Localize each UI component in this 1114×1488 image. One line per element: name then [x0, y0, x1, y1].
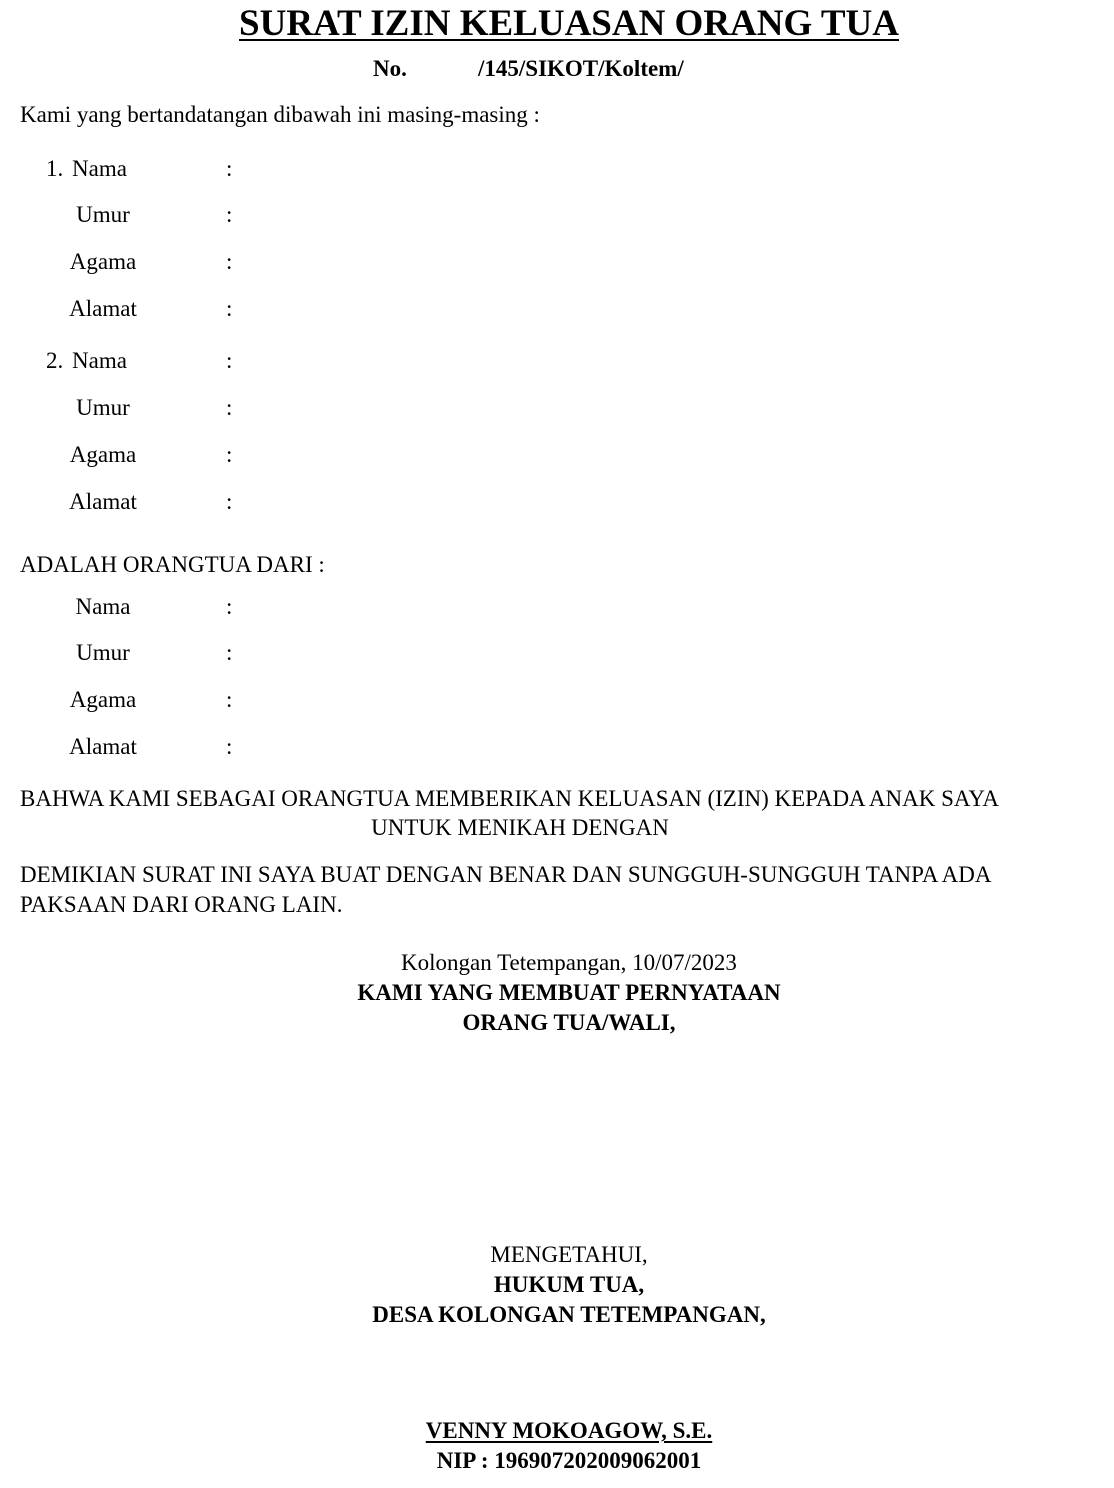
child-address-label: Alamat	[69, 734, 137, 759]
parent2-number: 2.	[46, 348, 64, 373]
child-name-colon: :	[226, 594, 233, 619]
place-date: Kolongan Tetempangan, 10/07/2023	[401, 950, 737, 975]
official-name	[0, 1416, 1114, 1446]
parent1-religion-label: Agama	[69, 249, 137, 274]
parent1-name-colon: :	[226, 156, 233, 181]
parent2-religion-label: Agama	[69, 442, 137, 467]
official-nip: NIP : 196907202009062001	[436, 1448, 702, 1473]
child-name-label: Nama	[75, 594, 131, 619]
child-address-colon: :	[226, 734, 233, 759]
parent1-name-label: Nama	[72, 156, 127, 181]
parent2-age-label: Umur	[76, 395, 130, 420]
closing-paragraph: DEMIKIAN SURAT INI SAYA BUAT DENGAN BENAR DAN SUNGGUH-SUNGGUH TANPA ADA PAKSAAN DARI ORANG LAIN.	[20, 862, 991, 917]
statement-line-1: BAHWA KAMI SEBAGAI ORANGTUA MEMBERIKAN KELUASAN (IZIN) KEPADA ANAK SAYA	[20, 786, 1000, 811]
intro-text: Kami yang bertandatangan dibawah ini masing-masing :	[20, 102, 540, 127]
official-name-text: VENNY MOKOAGOW, S.E.	[425, 1418, 713, 1443]
declarant-heading: KAMI YANG MEMBUAT PERNYATAAN	[357, 980, 781, 1005]
parent2-address-colon: :	[226, 489, 233, 514]
statement-line-2: UNTUK MENIKAH DENGAN	[371, 815, 669, 840]
parent1-age-label: Umur	[76, 202, 130, 227]
village-name: DESA KOLONGAN TETEMPANGAN,	[372, 1302, 766, 1327]
doc-number-value: /145/SIKOT/Koltem/	[478, 56, 684, 81]
child-age-label: Umur	[76, 640, 130, 665]
parent1-number: 1.	[46, 156, 64, 181]
acknowledgement-label: MENGETAHUI,	[490, 1242, 648, 1267]
child-age-colon: :	[226, 640, 233, 665]
parent1-address-label: Alamat	[69, 296, 137, 321]
parent2-religion-colon: :	[226, 442, 233, 467]
parent2-name-colon: :	[226, 348, 233, 373]
parent2-address-label: Alamat	[69, 489, 137, 514]
parent1-address-colon: :	[226, 296, 233, 321]
parent1-age-colon: :	[226, 202, 233, 227]
parent2-age-colon: :	[226, 395, 233, 420]
child-religion-label: Agama	[69, 687, 137, 712]
doc-number-label: No.	[373, 56, 407, 81]
parent2-name-label: Nama	[72, 348, 127, 373]
child-religion-colon: :	[226, 687, 233, 712]
child-section-heading: ADALAH ORANGTUA DARI :	[20, 552, 325, 577]
parent1-religion-colon: :	[226, 249, 233, 274]
document-title: SURAT IZIN KELUASAN ORANG TUA	[239, 3, 899, 44]
parent-guardian-label: ORANG TUA/WALI,	[462, 1010, 676, 1035]
village-head-title: HUKUM TUA,	[493, 1272, 645, 1297]
